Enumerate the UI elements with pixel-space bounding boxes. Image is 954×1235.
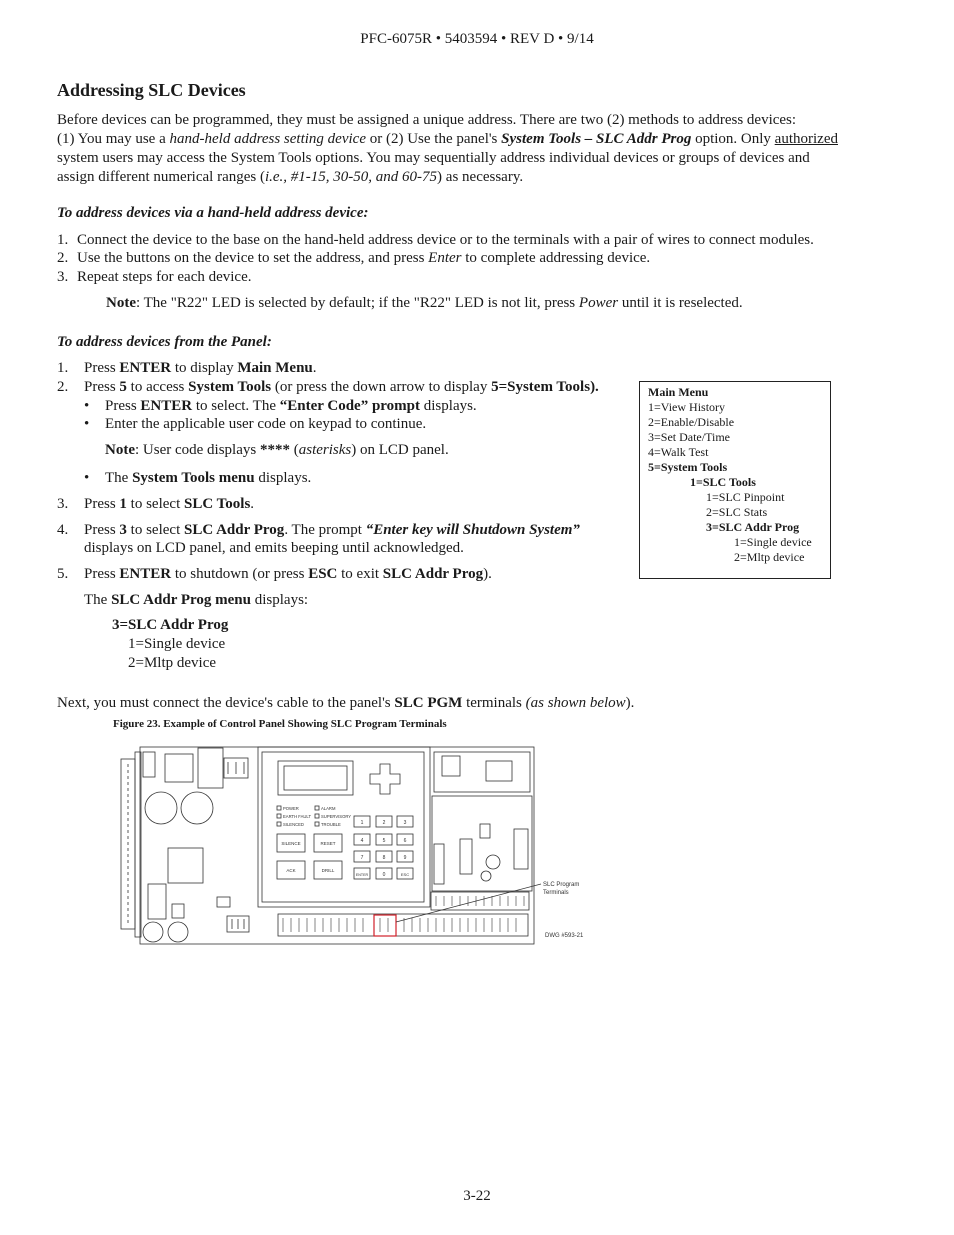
menu-item: 1=SLC Pinpoint [706,490,785,504]
button-label: ACK [286,868,296,873]
terminal-strip [431,892,529,910]
addr-prog-multiple: 2=Mltp device [128,655,217,671]
key-label: 4 [360,838,364,844]
menu-item: 1=Single device [734,535,812,549]
key-label: 8 [382,855,386,861]
led-label: EARTH FAULT [283,814,311,819]
panel-heading: To address devices from the Panel: [57,334,272,350]
board-outline [140,747,534,944]
led-label: TROUBLE [321,822,341,827]
menu-item: 3=SLC Addr Prog [706,520,800,534]
step-number: 1. [57,360,69,376]
panel-bullet-1: Press ENTER to select. The “Enter Code” prompt displays. [105,398,477,414]
key-label: 7 [360,855,364,861]
capacitor [145,792,177,824]
callout-line [396,884,541,922]
handheld-heading: To address devices via a hand-held address device: [57,205,369,221]
slc-program-terminals-highlight [374,915,396,936]
intro-line-2: (1) You may use a hand-held address setting device or (2) Use the panel's System Tools – SLC Addr Prog option. Only authorized [57,131,838,147]
led-label: SILENCED [283,822,304,827]
menu-item: 2=SLC Stats [706,505,768,519]
handheld-step-1: Connect the device to the base on the hand-held address device or to the terminals with a pair of wires to connect modules. [77,232,814,248]
panel-step-5-cont: The SLC Addr Prog menu displays: [84,592,309,608]
capacitor [181,792,213,824]
handheld-step-2: Use the buttons on the device to set the address, and press Enter to complete addressing device. [77,250,651,266]
page-number: 3-22 [463,1188,491,1204]
led-label: SUPERVISORY [321,814,352,819]
panel-step-2: Press 5 to access System Tools (or press the down arrow to display 5=System Tools). [84,379,599,395]
panel-step-5: Press ENTER to shutdown (or press ESC to exit SLC Addr Prog). [84,566,492,582]
next-paragraph: Next, you must connect the device's cable to the panel's SLC PGM terminals (as shown below). [57,695,635,711]
arrow-keypad [370,764,400,794]
key-label: 5 [382,838,386,844]
key-label: 3 [403,820,407,826]
intro-line-3: system users may access the System Tools options. You may sequentially address individual devices or groups of devices and [57,150,810,166]
panel-bullet-3: The System Tools menu displays. [105,470,312,486]
callout-label: SLC Program [543,882,580,888]
led-label: POWER [283,806,299,811]
bullet-icon: • [84,398,90,414]
panel-note: Note: User code displays **** (asterisks) on LCD panel. [105,442,449,458]
section-title: Addressing SLC Devices [57,80,246,100]
intro-line-1: Before devices can be programmed, they must be assigned a unique address. There are two (2) methods to address devices: [57,112,797,128]
key-label: 9 [403,855,407,861]
addr-prog-title: 3=SLC Addr Prog [112,617,229,633]
menu-item: 2=Enable/Disable [648,415,735,429]
option-board [432,796,532,891]
handheld-step-3: Repeat steps for each device. [77,269,252,285]
step-number: 4. [57,522,69,538]
menu-item: 4=Walk Test [648,445,709,459]
page-header: PFC-6075R • 5403594 • REV D • 9/14 [360,31,594,47]
network-port [442,756,460,776]
handheld-note: Note: The "R22" LED is selected by default; if the "R22" LED is not lit, press Power until it is reselected. [106,295,743,311]
step-number: 2. [57,379,69,395]
step-number: 3. [57,496,69,512]
key-label: 1 [360,820,364,826]
drawing-number: DWG #593-21 [545,933,584,939]
button-label: DRILL [321,868,335,873]
menu-item: 1=View History [648,400,726,414]
addr-prog-single: 1=Single device [128,636,226,652]
panel-step-4: Press 3 to select SLC Addr Prog. The prompt “Enter key will Shutdown System” [84,522,580,538]
control-panel-figure [118,744,598,946]
menu-item: 5=System Tools [648,460,728,474]
panel-step-4-cont: displays on LCD panel, and emits beeping until acknowledged. [84,540,464,556]
step-number: 1. [57,232,69,248]
key-label: ENTER [355,873,369,877]
menu-item: 3=Set Date/Time [648,430,730,444]
button-label: SILENCE [281,841,301,846]
menu-item: 2=Mltp device [734,550,805,564]
main-menu-box [639,381,831,579]
key-label: 2 [382,820,386,826]
transformer [168,848,203,883]
menu-title: Main Menu [648,385,709,399]
key-label: 0 [382,872,386,878]
key-label: 6 [403,838,407,844]
step-number: 2. [57,250,69,266]
figure-title: Figure 23. Example of Control Panel Showing SLC Program Terminals [113,718,447,730]
panel-step-1: Press ENTER to display Main Menu. [84,360,317,376]
panel-bullet-2: Enter the applicable user code on keypad to continue. [105,416,427,432]
panel-step-3: Press 1 to select SLC Tools. [84,496,255,512]
intro-line-4: assign different numerical ranges (i.e., #1-15, 30-50, and 60-75) as necessary. [57,169,524,185]
terminal-strip [278,914,528,936]
callout-label: Terminals [543,890,569,896]
bullet-icon: • [84,470,90,486]
step-number: 5. [57,566,69,582]
button-label: RESET [320,841,336,846]
bullet-icon: • [84,416,90,432]
menu-item: 1=SLC Tools [690,475,756,489]
key-label: ESC [400,872,410,877]
led-label: ALARM [321,806,336,811]
step-number: 3. [57,269,69,285]
